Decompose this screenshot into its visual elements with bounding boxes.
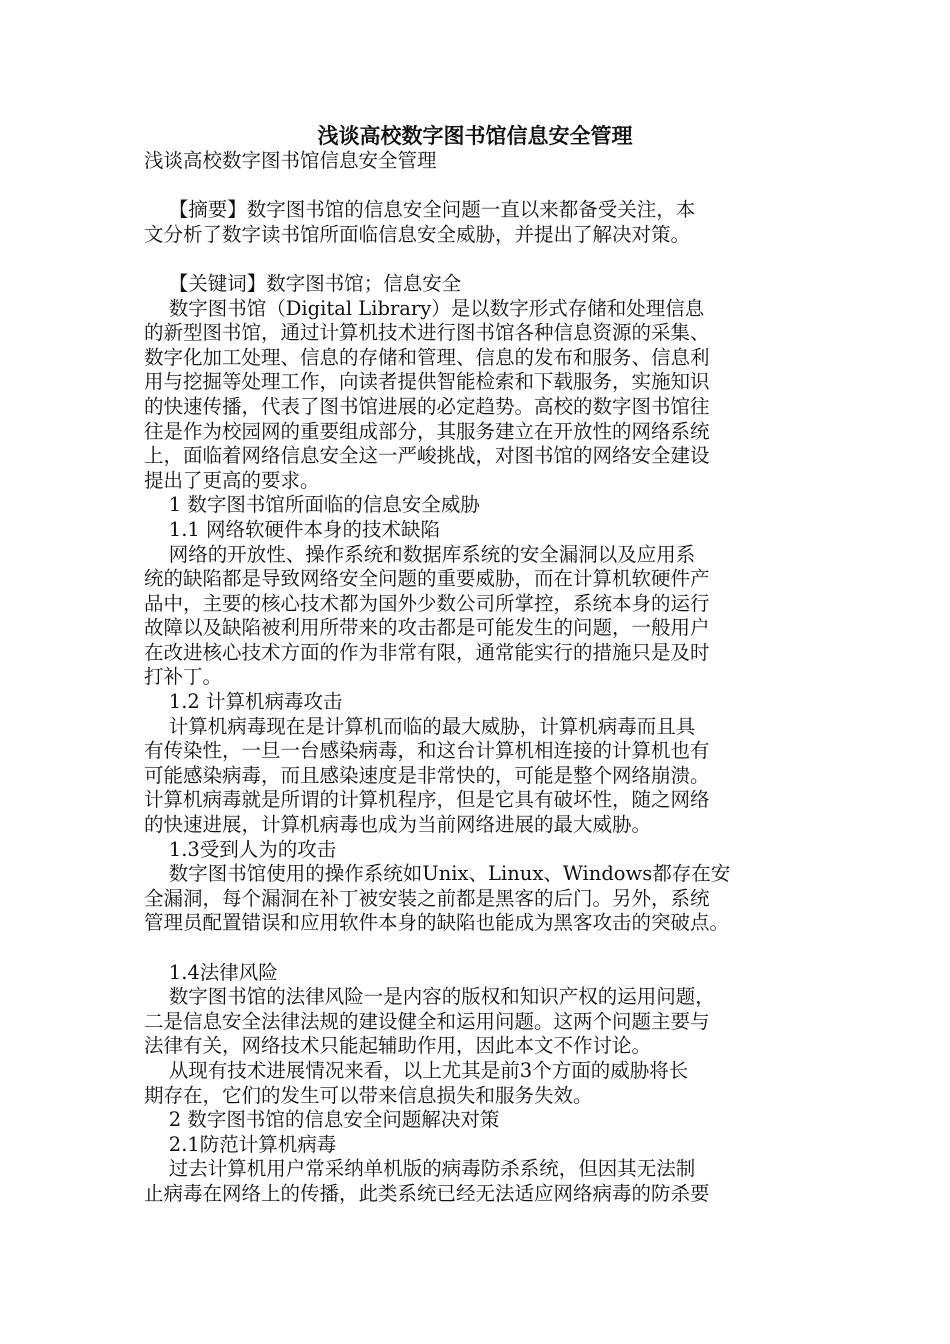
text-line: 二是信息安全法律法规的建设健全和运用问题。这两个问题主要与 — [144, 1009, 710, 1033]
text-line: 计算机病毒现在是计算机而临的最大威胁，计算机病毒而且具 — [144, 714, 696, 738]
text-line: 的快速传播，代表了图书馆进展的必定趋势。高校的数字图书馆往 — [144, 394, 710, 418]
text-line: 1 数字图书馆所面临的信息安全威胁 — [144, 493, 480, 517]
text-line: 浅谈高校数字图书馆信息安全管理 — [144, 149, 437, 172]
text-line: 打补丁。 — [144, 665, 223, 689]
blank-line — [144, 936, 812, 961]
text-line: 过去计算机用户常采纳单机版的病毒防杀系统，但因其无法制 — [144, 1157, 696, 1181]
text-line: 数字图书馆（Digital Library）是以数字形式存储和处理信息 — [144, 296, 705, 320]
text-line: 网络的开放性、操作系统和数据库系统的安全漏洞以及应用系 — [144, 542, 696, 566]
text-line: 期存在，它们的发生可以带来信息损失和服务失效。 — [144, 1083, 593, 1107]
text-line: 数字图书馆使用的操作系统如Unix、Linux、Windows都存在安 — [144, 862, 731, 886]
text-line: 的新型图书馆，通过计算机技术进行图书馆各种信息资源的采集、 — [144, 321, 710, 345]
text-line: 1.3受到人为的攻击 — [144, 837, 337, 861]
text-line: 品中，主要的核心技术都为国外少数公司所掌控，系统本身的运行 — [144, 591, 710, 615]
document-body — [144, 149, 812, 1207]
text-line: 全漏洞，每个漏洞在补丁被安装之前都是黑客的后门。另外，系统 — [144, 886, 710, 910]
text-line: 数字化加工处理、信息的存储和管理、信息的发布和服务、信息利 — [144, 345, 710, 369]
text-line: 上，面临着网络信息安全这一严峻挑战，对图书馆的网络安全建设 — [144, 444, 710, 468]
document-title: 浅谈高校数字图书馆信息安全管理 — [317, 123, 633, 148]
text-line: 1.4法律风险 — [144, 960, 278, 984]
text-line: 止病毒在网络上的传播，此类系统已经无法适应网络病毒的防杀要 — [144, 1181, 710, 1205]
text-line: 从现有技术进展情况来看，以上尤其是前3个方面的威胁将长 — [144, 1058, 689, 1082]
text-line: 有传染性，一旦一台感染病毒，和这台计算机相连接的计算机也有 — [144, 739, 710, 763]
text-line: 【摘要】数字图书馆的信息安全问题一直以来都备受关注，本 — [144, 198, 696, 222]
text-line: 【关键词】数字图书馆；信息安全 — [144, 271, 462, 295]
text-line: 2.1防范计算机病毒 — [144, 1132, 337, 1156]
text-line: 提出了更高的要求。 — [144, 468, 320, 492]
text-line: 文分析了数字读书馆所面临信息安全威胁，并提出了解决对策。 — [144, 222, 691, 246]
text-line: 故障以及缺陷被利用所带来的攻击都是可能发生的问题，一般用户 — [144, 616, 710, 640]
text-line: 计算机病毒就是所谓的计算机程序，但是它具有破坏性，随之网络 — [144, 788, 710, 812]
text-line: 的快速进展，计算机病毒也成为当前网络进展的最大威胁。 — [144, 813, 652, 837]
text-line: 2 数字图书馆的信息安全问题解决对策 — [144, 1108, 500, 1132]
blank-line — [144, 174, 812, 199]
text-line: 1.2 计算机病毒攻击 — [144, 690, 343, 714]
text-line: 数字图书馆的法律风险一是内容的版权和知识产权的运用问题， — [144, 985, 715, 1009]
blank-line — [144, 247, 812, 272]
text-line: 用与挖掘等处理工作，向读者提供智能检索和下载服务，实施知识 — [144, 370, 710, 394]
text-line: 法律有关，网络技术只能起辅助作用，因此本文不作讨论。 — [144, 1034, 652, 1058]
text-line: 统的缺陷都是导致网络安全问题的重要威胁，而在计算机软硬件产 — [144, 567, 710, 591]
text-line: 1.1 网络软硬件本身的技术缺陷 — [144, 517, 441, 541]
text-line: 在改进核心技术方面的作为非常有限，通常能实行的措施只是及时 — [144, 640, 710, 664]
text-line: 往是作为校园网的重要组成部分，其服务建立在开放性的网络系统 — [144, 419, 710, 443]
text-line: 可能感染病毒，而且感染速度是非常快的，可能是整个网络崩溃。 — [144, 763, 710, 787]
text-line: 管理员配置错误和应用软件本身的缺陷也能成为黑客攻击的突破点。 — [144, 911, 730, 935]
